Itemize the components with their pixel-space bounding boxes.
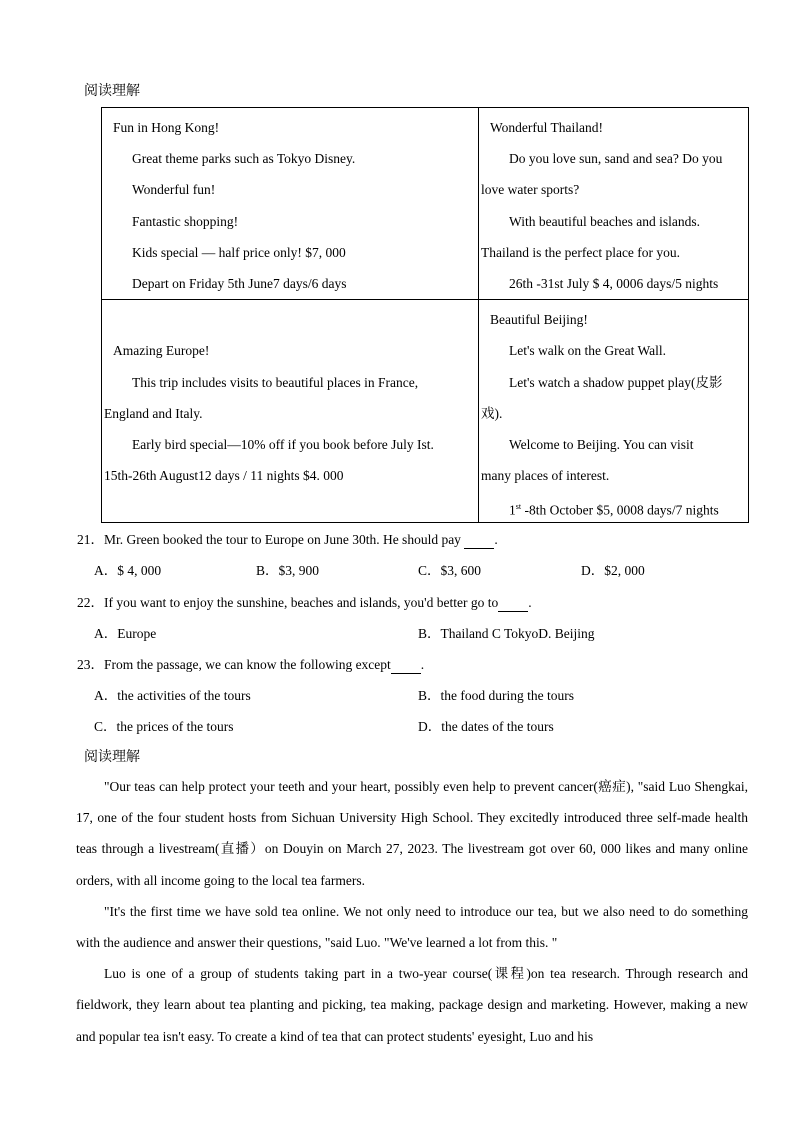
ad-line: Great theme parks such as Tokyo Disney. — [132, 151, 356, 167]
ad-line: Thailand is the perfect place for you. — [481, 244, 681, 260]
option-a: A．the activities of the tours — [94, 688, 251, 703]
ad-line: 15th-26th August12 days / 11 nights $4. 000 — [104, 468, 344, 484]
question-21: 21．Mr. Green booked the tour to Europe on June 30th. He should pay . — [77, 532, 498, 547]
ad-line: Fantastic shopping! — [132, 213, 239, 229]
ad-line: Let's watch a shadow puppet play(皮影 — [509, 374, 723, 390]
question-22: 22．If you want to enjoy the sunshine, beaches and islands, you'd better go to . — [77, 595, 532, 610]
question-23: 23．From the passage, we can know the following except . — [77, 657, 425, 672]
option-d: D．the dates of the tours — [418, 719, 554, 734]
ad-line: 1st -8th October $5, 0008 days/7 nights — [509, 502, 719, 518]
option-d: D．$2, 000 — [581, 563, 645, 578]
ad-line: Kids special — half price only! $7, 000 — [132, 244, 346, 260]
section-title: 阅读理解 — [84, 750, 140, 765]
passage-paragraph: Luo is one of a group of students taking part in a two-year course(课程)on tea research. Through research and fieldwork, they learn about tea planting and picking, tea making, package design and marketing. However, making a new and popular tea isn't easy. To create a kind of tea that can protect students' eyesight, Luo and his — [76, 966, 748, 1044]
passage-paragraph: "It's the first time we have sold tea online. We not only need to introduce our tea, but we also need to do something with the audience and answer their questions, "said Luo. "We've learned a lot from this. " — [76, 903, 748, 951]
ad-line: many places of interest. — [481, 468, 610, 484]
option-a: A．$ 4, 000 — [94, 563, 162, 578]
ad-line: 戏). — [481, 405, 503, 421]
section-title: 阅读理解 — [84, 84, 140, 99]
ad-beijing — [479, 300, 749, 523]
tour-ads-table — [101, 107, 749, 523]
reading-passage — [76, 771, 748, 1052]
ad-line: Let's walk on the Great Wall. — [509, 343, 667, 359]
ad-europe — [102, 300, 479, 523]
ad-title: Fun in Hong Kong! — [113, 120, 220, 135]
ad-line: Depart on Friday 5th June7 days/6 days — [132, 275, 347, 291]
ad-thailand — [479, 108, 749, 300]
ad-title: Wonderful Thailand! — [490, 120, 604, 135]
ad-line: love water sports? — [481, 182, 580, 198]
ad-title: Beautiful Beijing! — [490, 312, 588, 328]
passage-paragraph: "Our teas can help protect your teeth and your heart, possibly even help to prevent cancer(癌症), "said Luo Shengkai, 17, one of the four student hosts from Sichuan University High School. They excitedly introduced three self-made health teas through a livestream(直播）on Douyin on March 27, 2023. The livestream got over 60, 000 likes and many online orders, with all income going to the local tea farmers. — [76, 779, 748, 888]
ad-title: Amazing Europe! — [113, 343, 210, 359]
ad-hongkong — [102, 108, 479, 300]
ad-line: With beautiful beaches and islands. — [509, 213, 701, 229]
option-b: B．$3, 900 — [256, 563, 320, 578]
ad-line: 26th -31st July $ 4, 0006 days/5 nights — [509, 275, 719, 291]
option-b: B．Thailand C TokyoD. Beijing — [418, 626, 595, 641]
option-a: A．Europe — [94, 626, 157, 641]
ad-line: England and Italy. — [104, 405, 203, 421]
ad-line: Do you love sun, sand and sea? Do you — [509, 151, 723, 167]
option-c: C．the prices of the tours — [94, 719, 234, 734]
ad-line: Wonderful fun! — [132, 182, 216, 198]
option-b: B．the food during the tours — [418, 688, 574, 703]
ad-line: Early bird special—10% off if you book before July Ist. — [132, 436, 434, 452]
ad-line: Welcome to Beijing. You can visit — [509, 436, 694, 452]
ad-line: This trip includes visits to beautiful places in France, — [132, 374, 419, 390]
option-c: C．$3, 600 — [418, 563, 482, 578]
